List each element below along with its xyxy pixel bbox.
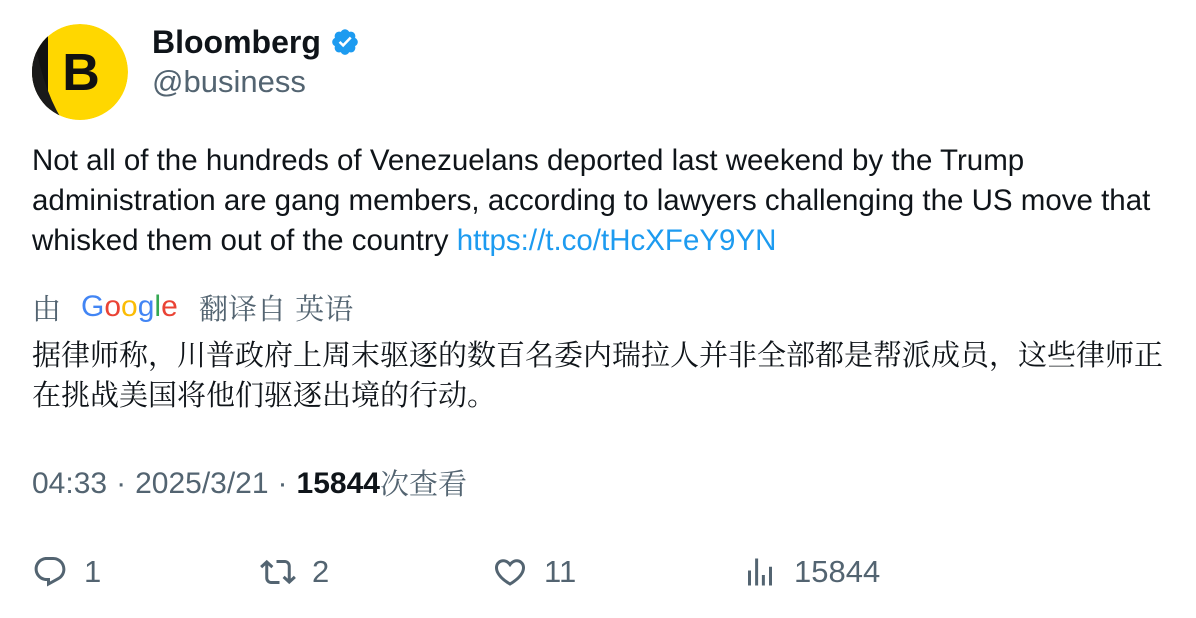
heart-icon xyxy=(492,554,528,590)
views-label: 次查看 xyxy=(379,467,467,501)
meta-separator: · xyxy=(277,467,288,500)
tweet-body: Not all of the hundreds of Venezuelans deported last weekend by the Trump administration are gang members, according to lawyers challenging the US move that whisked them out of the country xyxy=(32,144,1151,257)
retweet-button[interactable] xyxy=(260,548,329,596)
action-bar xyxy=(32,548,1172,596)
meta-separator: · xyxy=(116,467,127,500)
tweet-link[interactable]: https://t.co/tHcXFeY9YN xyxy=(456,224,777,257)
like-count: 11 xyxy=(544,554,577,589)
tweet-meta xyxy=(32,464,467,504)
tweet-date[interactable]: 2025/3/21 xyxy=(135,467,269,500)
svg-text:B: B xyxy=(62,44,100,102)
translated-from-label[interactable]: 翻译自 英语 xyxy=(199,291,354,326)
retweet-count: 2 xyxy=(312,554,330,589)
like-button[interactable] xyxy=(492,548,576,596)
reply-count: 1 xyxy=(84,554,102,589)
display-name[interactable]: Bloomberg xyxy=(152,24,321,60)
retweet-icon xyxy=(260,554,296,590)
translated-text: 据律师称，川普政府上周末驱逐的数百名委内瑞拉人并非全部都是帮派成员，这些律师正在挑战美国将他们驱逐出境的行动。 xyxy=(32,338,1164,412)
reply-icon xyxy=(32,554,68,590)
reply-button[interactable] xyxy=(32,548,101,596)
analytics-icon xyxy=(742,554,778,590)
google-logo-icon xyxy=(81,290,179,324)
translated-by-label: 由 xyxy=(32,291,62,326)
translation-attribution xyxy=(32,286,353,328)
tweet-text xyxy=(32,141,1172,261)
bloomberg-logo-icon xyxy=(32,24,128,120)
svg-text:Google: Google xyxy=(81,290,178,323)
author-name-row[interactable] xyxy=(152,22,360,62)
views-action-count: 15844 xyxy=(794,554,881,589)
avatar[interactable] xyxy=(32,24,128,120)
views-button[interactable] xyxy=(742,548,880,596)
verified-badge-icon xyxy=(330,27,360,57)
author-handle[interactable]: @business xyxy=(152,64,306,99)
views-count: 15844 xyxy=(296,467,380,500)
tweet-time[interactable]: 04:33 xyxy=(32,467,108,500)
